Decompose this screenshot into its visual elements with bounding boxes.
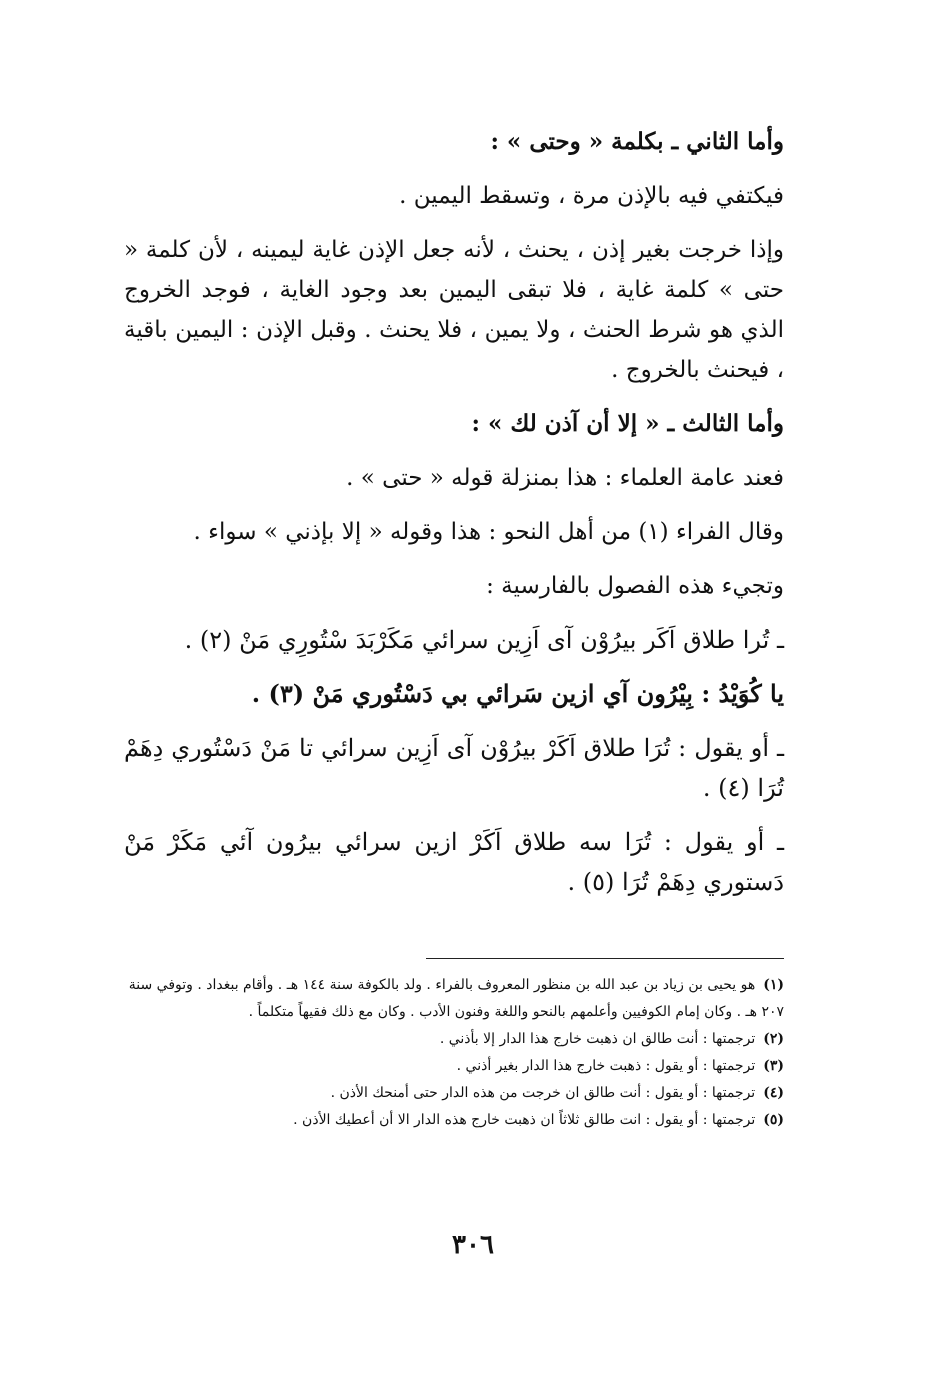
paragraph: وقال الفراء (١) من أهل النحو : هذا وقوله « إلا بإذني » سواء . — [193, 519, 784, 545]
persian-line: ـ أو يقول : تُرَا طلاق اَكَرْ بيرُوْن آى اَزِين سرائي تا مَنْ دَسْتُوري دِهَمْ تُرَا (٤) . — [124, 734, 784, 802]
footnote-number: (٢) — [763, 1031, 784, 1047]
persian-line: يا كُوَيْدُ : بِيْرُون آي ازين سَرائي بي دَسْتُوري مَنْ (٣) . — [251, 679, 784, 708]
persian-line: ـ أو يقول : تُرَا سه طلاق اَكَرْ ازين سرائي بيرُون آئي مَكَرْ مَنْ دَستوري دِهَمْ تُرَا (٥) . — [124, 828, 784, 896]
footnote — [124, 1107, 784, 1134]
footnote-text: ترجمتها : أو يقول : ذهبت خارج هذا الدار بغير أذني . — [456, 1058, 756, 1074]
footnote-number: (٥) — [763, 1112, 784, 1128]
footnote — [124, 1080, 784, 1107]
footnote-text: ترجمتها : أو يقول : أنت طالق ان خرجت من هذه الدار حتى أمنحك الأذن . — [330, 1085, 756, 1101]
footnote-number: (١) — [763, 977, 784, 993]
footnote-text: ترجمتها : أو يقول : انت طالق ثلاثاً ان ذهبت خارج هذه الدار الا أن أعطيك الأذن . — [293, 1112, 756, 1128]
footnote-number: (٤) — [763, 1085, 784, 1101]
footnote-number: (٣) — [763, 1058, 784, 1074]
heading-second: وأما الثاني ـ بكلمة « وحتى » : — [490, 128, 784, 155]
paragraph: فيكتفي فيه بالإذن مرة ، وتسقط اليمين . — [399, 183, 784, 209]
paragraph: وإذا خرجت بغير إذن ، يحنث ، لأنه جعل الإذن غاية ليمينه ، لأن كلمة « حتى » كلمة غاية ، فلا تبقى اليمين بعد وجود الغاية ، فوجد الخروج الذي هو شرط الحنث ، ولا يمين ، فلا يحنث . وقبل الإذن : اليمين باقية ، فيحنث بالخروج . — [124, 237, 784, 383]
footnote-text: هو يحيى بن زياد بن عبد الله بن منظور المعروف بالفراء . ولد بالكوفة سنة ١٤٤ هـ . وأقام ببغداد . وتوفي سنة ٢٠٧ هـ . وكان إمام الكوفيين وأعلمهم بالنحو واللغة وفنون الأدب . وكان مع ذلك فقيهاً متكلماً . — [128, 977, 784, 1020]
footnote — [124, 972, 784, 1026]
page-number: ٣٠٦ — [452, 1230, 494, 1260]
heading-third: وأما الثالث ـ « إلا أن آذن لك » : — [471, 410, 784, 437]
footnote — [124, 1053, 784, 1080]
paragraph: وتجيء هذه الفصول بالفارسية : — [486, 573, 784, 599]
footnote — [124, 1026, 784, 1053]
paragraph: فعند عامة العلماء : هذا بمنزلة قوله « حتى » . — [346, 465, 784, 491]
main-text — [124, 122, 784, 902]
persian-line: ـ تُرا طلاق اَكَر بيرُوْن آى اَزِين سرائي مَكَرْبَدَ سْتُورِي مَنْ (٢) . — [184, 626, 784, 654]
footnote-divider — [426, 958, 784, 959]
footnotes — [124, 972, 784, 1134]
footnote-text: ترجمتها : أنت طالق ان ذهبت خارج هذا الدار إلا بأذني . — [439, 1031, 756, 1047]
